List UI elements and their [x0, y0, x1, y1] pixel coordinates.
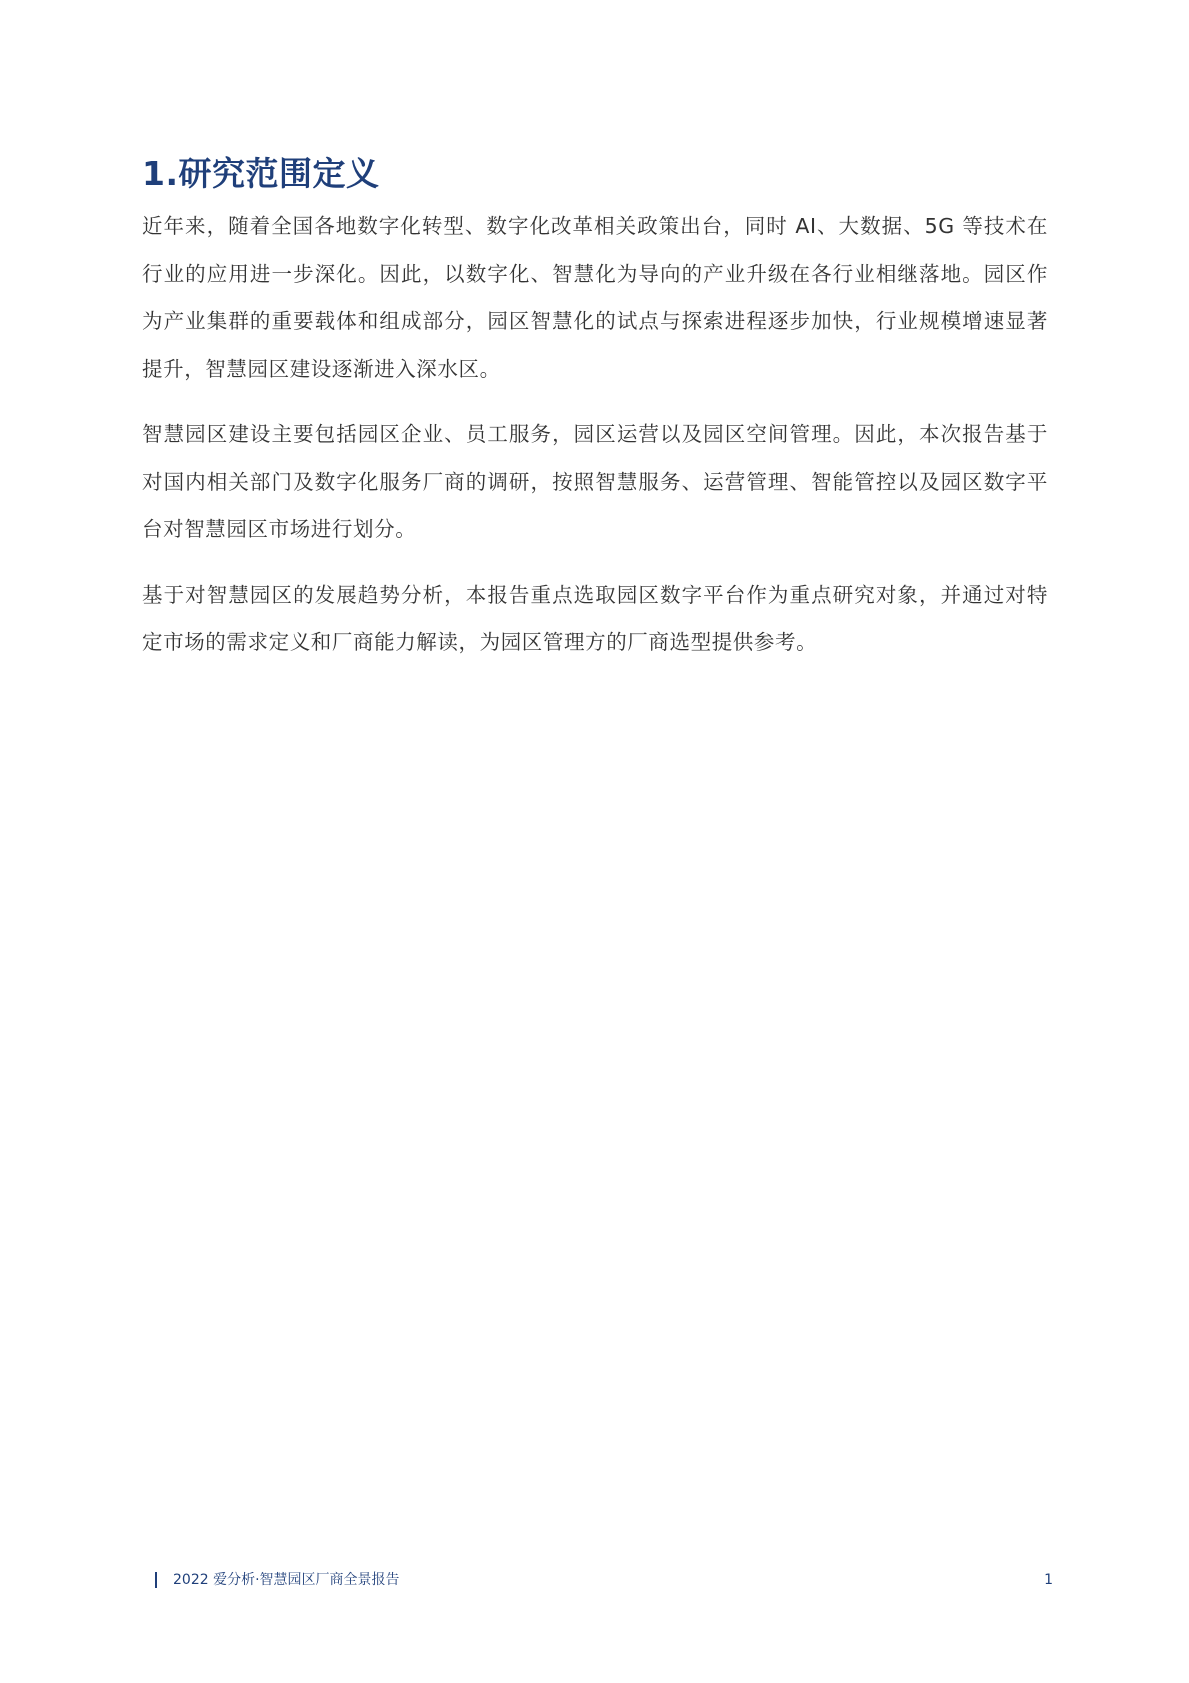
page-footer	[155, 1568, 1053, 1592]
paragraph-3: 基于对智慧园区的发展趋势分析，本报告重点选取园区数字平台作为重点研究对象，并通过对特定市场的需求定义和厂商能力解读，为园区管理方的厂商选型提供参考。	[142, 582, 1048, 654]
paragraph-2: 智慧园区建设主要包括园区企业、员工服务，园区运营以及园区空间管理。因此，本次报告基于对国内相关部门及数字化服务厂商的调研，按照智慧服务、运营管理、智能管控以及园区数字平台对智慧园区市场进行划分。	[142, 422, 1048, 541]
body-content	[142, 203, 1048, 685]
footer-divider	[155, 1572, 157, 1588]
footer-report-title: 2022 爱分析·智慧园区厂商全景报告	[173, 1572, 400, 1588]
paragraph-1: 近年来，随着全国各地数字化转型、数字化改革相关政策出台，同时 AI、大数据、5G 等技术在行业的应用进一步深化。因此，以数字化、智慧化为导向的产业升级在各行业相继落地。园区作为产业集群的重要载体和组成部分，园区智慧化的试点与探索进程逐步加快，行业规模增速显著提升，智慧园区建设逐渐进入深水区。	[142, 214, 1048, 381]
section-title: 1.研究范围定义	[142, 154, 380, 193]
page-number: 1	[1044, 1572, 1053, 1588]
